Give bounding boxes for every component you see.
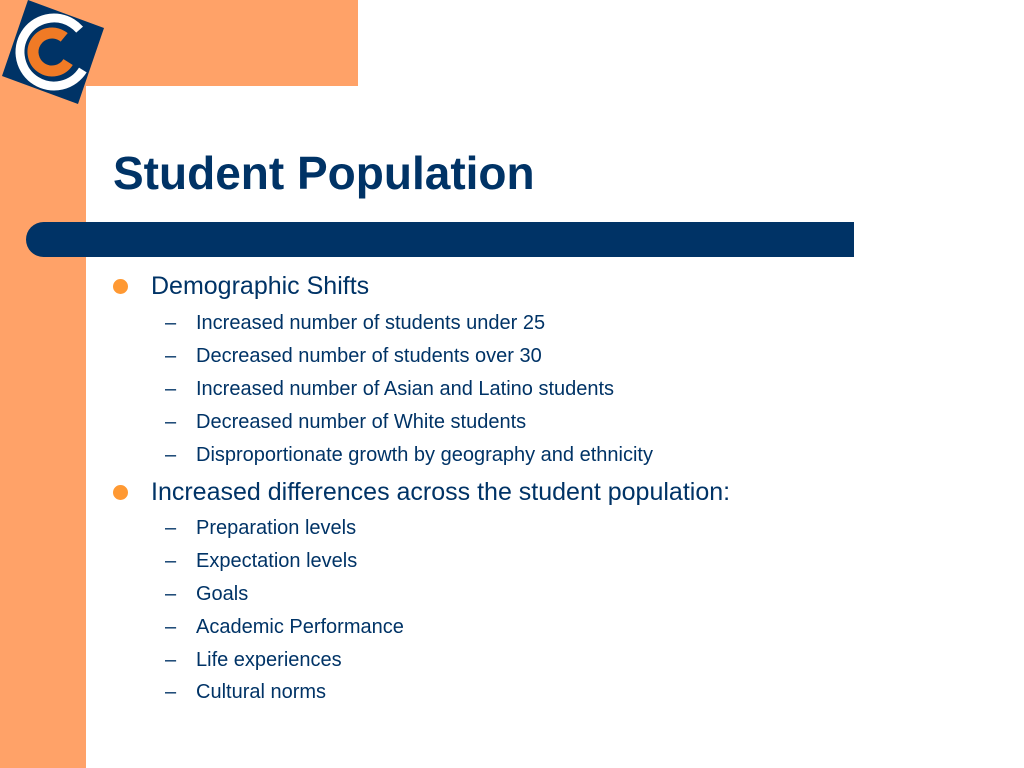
sub-bullet-text: Cultural norms: [196, 681, 327, 703]
bullet-heading: Demographic Shifts: [151, 272, 370, 300]
sub-bullet-text: Expectation levels: [196, 550, 358, 572]
dash-marker: –: [165, 616, 177, 638]
sub-bullet: [165, 444, 653, 467]
sub-bullet: [165, 411, 526, 434]
bullet-dot-icon: [113, 279, 128, 294]
dash-marker: –: [165, 411, 177, 433]
dash-marker: –: [165, 312, 177, 334]
sub-bullet: [165, 517, 356, 540]
dash-marker: –: [165, 378, 177, 400]
slide-title: Student Population: [113, 147, 535, 199]
sub-bullet-text: Academic Performance: [196, 616, 404, 638]
sub-bullet-text: Life experiences: [196, 649, 342, 671]
sub-bullet-text: Decreased number of White students: [196, 411, 527, 433]
sub-bullet: [165, 649, 342, 672]
sub-bullet-text: Preparation levels: [196, 517, 357, 539]
dash-marker: –: [165, 583, 177, 605]
bullet-heading: Increased differences across the student population:: [151, 478, 731, 506]
sub-bullet-text: Increased number of students under 25: [196, 312, 546, 334]
sub-bullet-text: Increased number of Asian and Latino students: [196, 378, 615, 400]
sub-bullet: [165, 616, 404, 639]
dash-marker: –: [165, 681, 177, 703]
sub-bullet-text: Goals: [196, 583, 249, 605]
sub-bullet: [165, 583, 248, 606]
dash-marker: –: [165, 517, 177, 539]
sub-bullet: [165, 378, 614, 401]
sub-bullet-text: Decreased number of students over 30: [196, 345, 542, 367]
sub-bullet: [165, 550, 357, 573]
sub-bullet-text: Disproportionate growth by geography and ethnicity: [196, 444, 653, 466]
bullet-increased-differences: [113, 478, 730, 507]
sub-bullet: [165, 312, 545, 335]
dash-marker: –: [165, 550, 177, 572]
bullet-demographic-shifts: [113, 272, 369, 301]
dash-marker: –: [165, 649, 177, 671]
dash-marker: –: [165, 444, 177, 466]
sub-bullet: [165, 345, 542, 368]
bullet-dot-icon: [113, 485, 128, 500]
sub-bullet: [165, 681, 326, 704]
dash-marker: –: [165, 345, 177, 367]
